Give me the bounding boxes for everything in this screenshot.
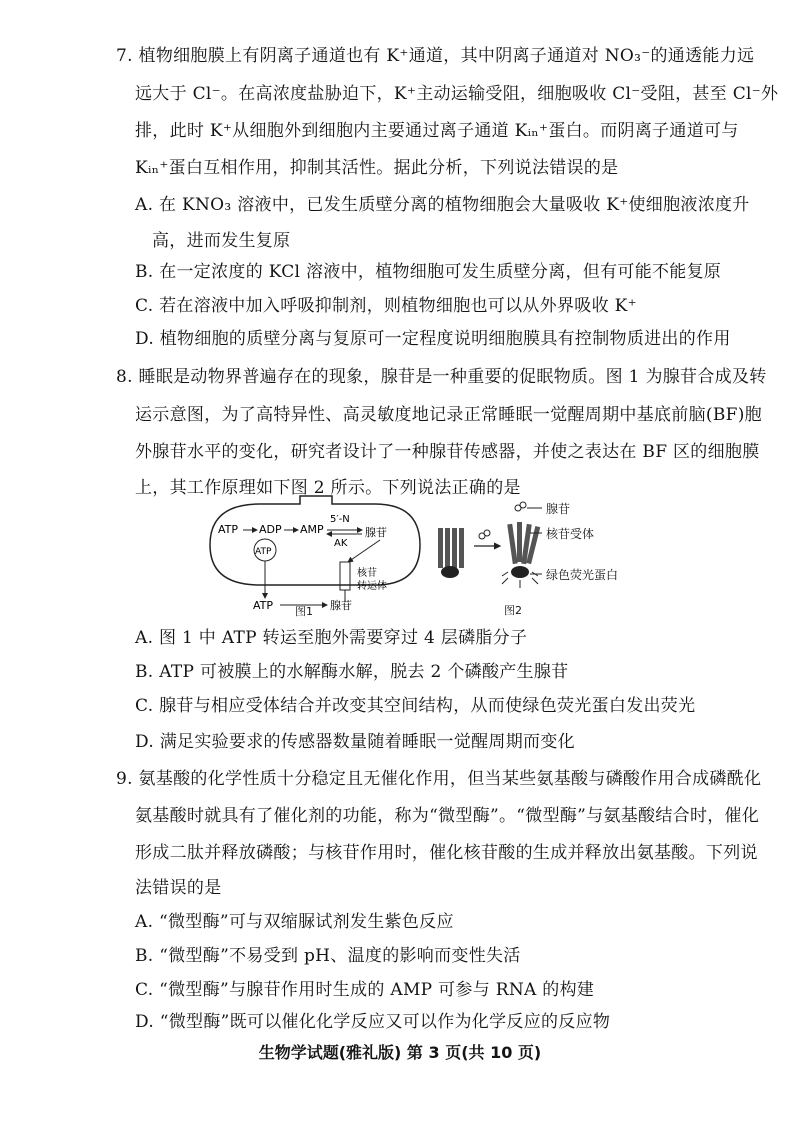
q9-option-a: A. “微型酶”可与双缩脲试剂发生紫色反应 bbox=[135, 912, 454, 932]
q8-option-b: B. ATP 可被膜上的水解酶水解，脱去 2 个磷酸产生腺苷 bbox=[135, 662, 569, 682]
sensor-unbound bbox=[438, 528, 464, 578]
atp-out-label: ATP bbox=[253, 599, 274, 612]
amp-label: AMP bbox=[300, 523, 324, 536]
q8-stem-line-3: 外腺苷水平的变化，研究者设计了一种腺苷传感器，并使之表达在 BF 区的细胞膜 bbox=[135, 442, 760, 462]
adp-label: ADP bbox=[259, 523, 282, 536]
q7-stem-line-2: 远大于 Cl⁻。在高浓度盐胁迫下，K⁺主动运输受阻，细胞吸收 Cl⁻受阻，甚至 Cl⁻外 bbox=[135, 84, 779, 104]
vesicle-atp-label: ATP bbox=[255, 547, 272, 557]
figure-2 bbox=[430, 500, 630, 620]
enzyme-ak-label: AK bbox=[334, 538, 348, 549]
q8-option-a: A. 图 1 中 ATP 转运至胞外需要穿过 4 层磷脂分子 bbox=[135, 628, 528, 648]
q8-stem-line-4: 上，其工作原理如下图 2 所示。下列说法正确的是 bbox=[135, 478, 521, 498]
q7-stem-line-3: 排，此时 K⁺从细胞外到细胞内主要通过离子通道 Kᵢₙ⁺蛋白。而阴离子通道可与 bbox=[135, 121, 739, 141]
q7-option-a-line-1: A. 在 KNO₃ 溶液中，已发生质壁分离的植物细胞会大量吸收 K⁺使细胞液浓度升 bbox=[135, 195, 750, 215]
label-gfp: 绿色荧光蛋白 bbox=[546, 568, 619, 582]
sensor-bound bbox=[502, 502, 540, 588]
q9-stem-line-2: 氨基酸时就具有了催化剂的功能，称为“微型酶”。“微型酶”与氨基酸结合时，催化 bbox=[135, 806, 760, 826]
atp-label: ATP bbox=[218, 523, 239, 536]
q7-stem-line-4: Kᵢₙ⁺蛋白互相作用，抑制其活性。据此分析，下列说法错误的是 bbox=[135, 158, 619, 178]
transporter-shape bbox=[340, 562, 350, 590]
q7-option-a-line-2: 高，进而发生复原 bbox=[152, 231, 291, 251]
adenosine-out-label: 腺苷 bbox=[330, 599, 352, 612]
q8-option-d: D. 满足实验要求的传感器数量随着睡眠一觉醒周期而变化 bbox=[135, 732, 575, 752]
q9-stem-line-3: 形成二肽并释放磷酸；与核苷作用时，催化核苷酸的生成并释放出氨基酸。下列说 bbox=[135, 843, 758, 863]
adenosine-label: 腺苷 bbox=[365, 526, 387, 539]
q8-stem-line-1: 8. 睡眠是动物界普遍存在的现象，腺苷是一种重要的促眠物质。图 1 为腺苷合成及转 bbox=[116, 367, 767, 387]
q8-stem-line-2: 运示意图，为了高特异性、高灵敏度地记录正常睡眠一觉醒周期中基底前脑(BF)胞 bbox=[135, 405, 762, 425]
label-adenosine: 腺苷 bbox=[546, 502, 571, 516]
adenosine-molecule-icon bbox=[479, 530, 490, 539]
q9-stem-line-1: 9. 氨基酸的化学性质十分稳定且无催化作用，但当某些氨基酸与磷酸作用合成磷酰化 bbox=[116, 769, 762, 789]
q7-option-d: D. 植物细胞的质壁分离与复原可一定程度说明细胞膜具有控制物质进出的作用 bbox=[135, 329, 731, 349]
figure-2-caption: 图2 bbox=[504, 604, 522, 617]
q9-option-b: B. “微型酶”不易受到 pH、温度的影响而变性失活 bbox=[135, 946, 521, 966]
transporter-label-2: 转运体 bbox=[357, 581, 387, 592]
q8-option-c: C. 腺苷与相应受体结合并改变其空间结构，从而使绿色荧光蛋白发出荧光 bbox=[135, 696, 696, 716]
label-receptor: 核苷受体 bbox=[546, 527, 595, 541]
arrow-adenosine-transporter bbox=[348, 540, 380, 562]
q7-option-c: C. 若在溶液中加入呼吸抑制剂，则植物细胞也可以从外界吸收 K⁺ bbox=[135, 296, 637, 316]
enzyme-5n-label: 5′-N bbox=[330, 514, 350, 525]
figure-2-diagram bbox=[430, 500, 630, 600]
q7-option-b: B. 在一定浓度的 KCl 溶液中，植物细胞可发生质壁分离，但有可能不能复原 bbox=[135, 262, 722, 282]
figure-1-diagram bbox=[200, 490, 430, 620]
q7-stem-line-1: 7. 植物细胞膜上有阴离子通道也有 K⁺通道，其中阴离子通道对 NO₃⁻的通透能力远 bbox=[116, 46, 755, 66]
q9-option-d: D. “微型酶”既可以催化化学反应又可以作为化学反应的反应物 bbox=[135, 1012, 611, 1032]
transporter-label-1: 核苷 bbox=[357, 568, 377, 579]
q9-option-c: C. “微型酶”与腺苷作用时生成的 AMP 可参与 RNA 的构建 bbox=[135, 980, 595, 1000]
q9-stem-line-4: 法错误的是 bbox=[135, 878, 222, 898]
figure-1-caption: 图1 bbox=[295, 605, 313, 618]
cell-membrane bbox=[210, 496, 420, 585]
page-footer: 生物学试题(雅礼版) 第 3 页(共 10 页) bbox=[258, 1043, 542, 1062]
figure-1 bbox=[200, 490, 430, 620]
